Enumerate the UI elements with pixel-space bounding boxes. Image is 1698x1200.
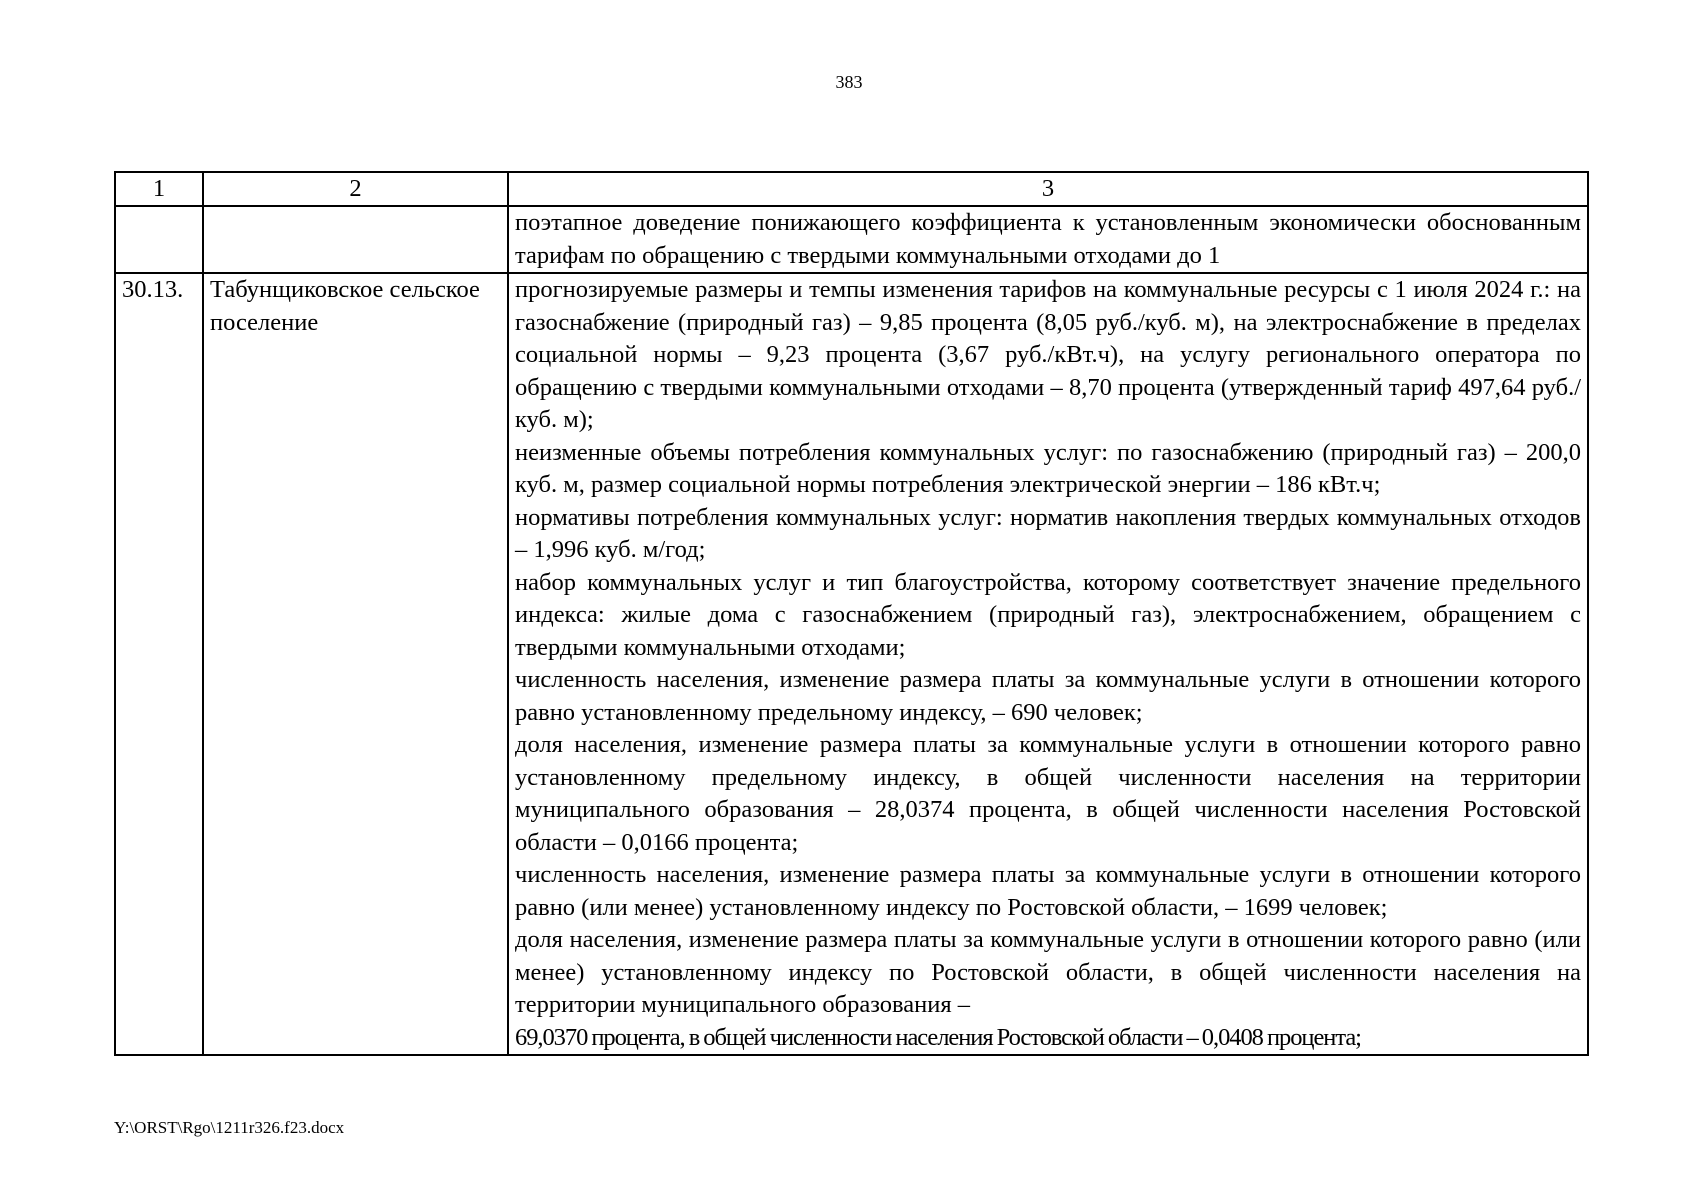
row-content-cell	[508, 273, 1588, 1055]
row-number-cell: 30.13.	[115, 273, 203, 1055]
table-header-row	[115, 172, 1588, 206]
paragraph-share-equal: доля населения, изменение размера платы за коммунальные услуги в отношении которого равно установленному предельному индексу, в общей численности населения на территории муниципального образования – 28,0374 процента, в общей численности населения Ростовской области – 0,0166 процента;	[515, 731, 1581, 856]
continuation-content-cell	[508, 206, 1588, 273]
paragraph-population-less: численность населения, изменение размера платы за коммунальные услуги в отношении которого равно (или менее) установленному индексу по Ростовской области, – 1699 человек;	[515, 861, 1581, 921]
paragraph-volumes: неизменные объемы потребления коммунальных услуг: по газоснабжению (природный газ) – 200,0 куб. м, размер социальной нормы потребления электрической энергии – 186 кВт.ч;	[515, 438, 1581, 498]
continuation-name-cell	[203, 206, 508, 273]
header-col-2: 2	[203, 172, 508, 206]
table-row-continuation	[115, 206, 1588, 273]
header-col-1: 1	[115, 172, 203, 206]
paragraph-share-less-last-line: 69,0370 процента, в общей численности населения Ростовской области – 0,0408 процента;	[515, 1023, 1361, 1051]
footer-file-path: Y:\ORST\Rgo\1211r326.f23.docx	[114, 1118, 345, 1137]
paragraph-services-set: набор коммунальных услуг и тип благоустройства, которому соответствует значение предельного индекса: жилые дома с газоснабжением (природный газ), электроснабжением, обращением с твердыми коммунальными отходами;	[515, 568, 1581, 661]
paragraph-share-less: доля населения, изменение размера платы за коммунальные услуги в отношении которого равно (или менее) установленному индексу по Ростовской области, в общей численности населения на территории муниципального образования –	[515, 926, 1581, 1018]
continuation-number-cell	[115, 206, 203, 273]
settlement-name-cell: Табунщиковское сельское поселение	[203, 273, 508, 1055]
page-number: 383	[835, 72, 863, 92]
header-col-3: 3	[508, 172, 1588, 206]
tariff-table	[114, 171, 1589, 1056]
paragraph-tariffs: прогнозируемые размеры и темпы изменения тарифов на коммунальные ресурсы с 1 июля 2024 г.: на газоснабжение (природный газ) – 9,85 процента (8,05 руб./куб. м), на электроснабжение в пределах социальной нормы – 9,23 процента (3,67 руб./кВт.ч), на услугу регионального оператора по обращению с твердыми коммунальными отходами – 8,70 процента (утвержденный тариф 497,64 руб./куб. м);	[515, 276, 1581, 433]
paragraph: поэтапное доведение понижающего коэффициента к установленным экономически обоснованным тарифам по обращению с твердыми коммунальными отходами до 1	[515, 209, 1581, 269]
paragraph-population-equal: численность населения, изменение размера платы за коммунальные услуги в отношении которого равно установленному предельному индексу, – 690 человек;	[515, 666, 1581, 726]
table-row-30-13	[115, 273, 1588, 1055]
paragraph-norms: нормативы потребления коммунальных услуг: норматив накопления твердых коммунальных отходов – 1,996 куб. м/год;	[515, 503, 1581, 563]
